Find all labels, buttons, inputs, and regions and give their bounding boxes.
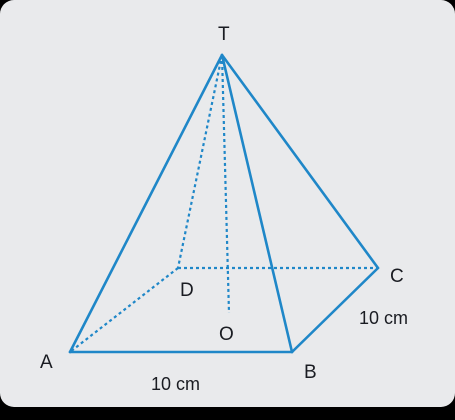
dimension-label-bc: 10 cm [359, 308, 409, 328]
vertex-label-d: D [180, 280, 194, 301]
dimension-label-ab: 10 cm [151, 374, 201, 394]
vertex-label-o: O [219, 324, 234, 345]
vertex-label-b: B [304, 362, 317, 383]
vertex-label-a: A [40, 352, 53, 373]
vertex-label-t: T [218, 24, 230, 45]
vertex-label-c: C [390, 266, 404, 287]
